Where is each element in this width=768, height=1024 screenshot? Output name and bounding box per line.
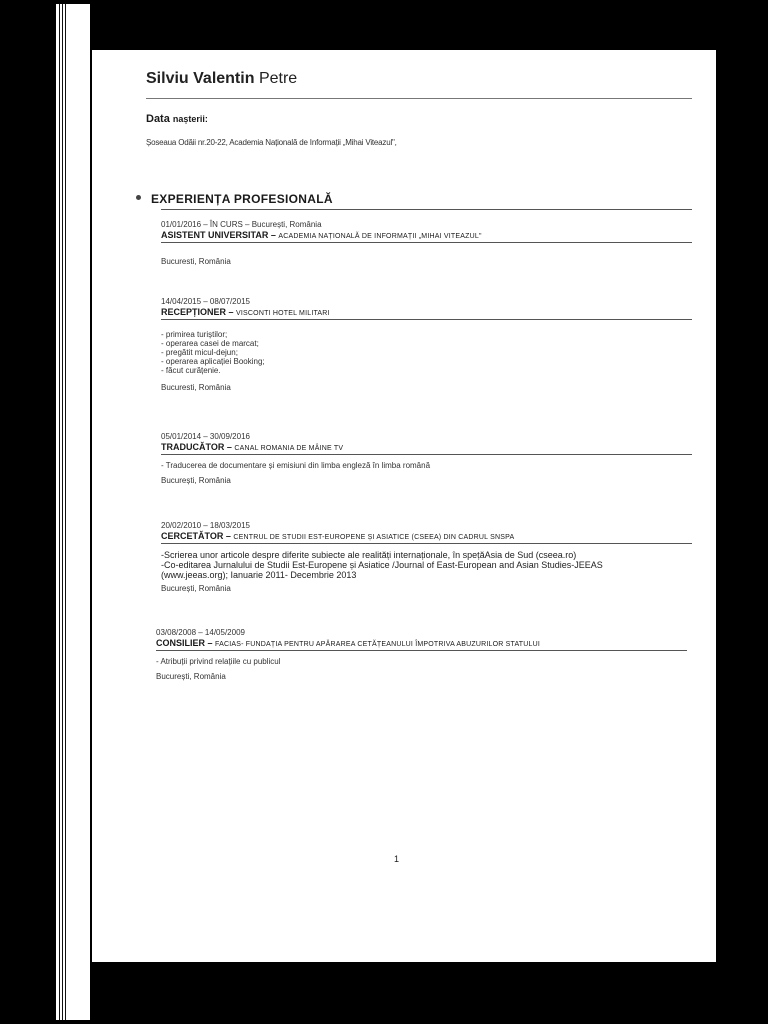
header-divider	[146, 98, 692, 99]
job-entry	[161, 297, 692, 392]
job-employer: FACIAS- FUNDAȚIA PENTRU APĂRAREA CETĂȚEANULUI ÎMPOTRIVA ABUZURILOR STATULUI	[215, 641, 541, 648]
job-title: RECEPȚIONER – VISCONTI HOTEL MILITARI	[161, 307, 330, 317]
job-entry	[161, 521, 692, 593]
section-heading-experience	[136, 190, 692, 208]
job-location: București, România	[156, 672, 226, 681]
job-dates: 03/08/2008 – 14/05/2009	[156, 628, 245, 637]
candidate-last-name: Petre	[258, 70, 298, 87]
job-location: Bucuresti, România	[161, 383, 231, 392]
birth-date-label: Data nașterii:	[146, 113, 208, 125]
job-divider	[161, 543, 692, 544]
job-employer: CANAL ROMANIA DE MÂINE TV	[234, 445, 344, 452]
address-line: Șoseaua Odăii nr.20-22, Academia Națională de Informații „Mihai Viteazul",	[146, 138, 397, 147]
job-divider	[161, 242, 692, 243]
section-divider	[161, 209, 692, 210]
candidate-name	[146, 70, 297, 88]
job-tasks: - Traducerea de documentare și emisiuni din limba engleză în limba română	[161, 461, 431, 470]
scan-artifact	[700, 890, 716, 942]
document-page	[92, 50, 716, 962]
job-title: CONSILIER – FACIAS- FUNDAȚIA PENTRU APĂRAREA CETĂȚEANULUI ÎMPOTRIVA ABUZURILOR STATULUI	[156, 638, 541, 648]
job-dates: 14/04/2015 – 08/07/2015	[161, 297, 250, 306]
job-tasks: - primirea turiștilor; - operarea casei de marcat; - pregătit micul-dejun; - operarea aplicației Booking; - făcut curățenie.	[161, 330, 265, 375]
job-title: ASISTENT UNIVERSITAR – ACADEMIA NAȚIONALĂ DE INFORMAȚII „MIHAI VITEAZUL"	[161, 230, 482, 240]
job-location: București, România	[161, 584, 231, 593]
job-divider	[156, 650, 687, 651]
job-employer: VISCONTI HOTEL MILITARI	[236, 310, 330, 317]
job-location: Bucuresti, România	[161, 257, 231, 266]
job-divider	[161, 454, 692, 455]
page-number: 1	[394, 854, 400, 864]
job-employer: ACADEMIA NAȚIONALĂ DE INFORMAȚII „MIHAI VITEAZUL"	[278, 233, 482, 240]
job-tasks: - Atribuții privind relațiile cu publicul	[156, 657, 281, 666]
job-divider	[161, 319, 692, 320]
job-entry	[161, 432, 692, 485]
job-employer: CENTRUL DE STUDII EST-EUROPENE ȘI ASIATICE (CSEEA) DIN CADRUL SNSPA	[233, 534, 515, 541]
candidate-first-names: Silviu Valentin	[146, 70, 255, 87]
job-dates: 20/02/2010 – 18/03/2015	[161, 521, 250, 530]
job-dates: 05/01/2014 – 30/09/2016	[161, 432, 250, 441]
scan-left-edge	[56, 4, 90, 1020]
job-entry	[161, 220, 692, 266]
scan-right-edge	[716, 0, 768, 1024]
job-tasks: -Scrierea unor articole despre diferite subiecte ale realități internaționale, în spețăAsia de Sud (cseea.ro) -Co-editarea Jurnalului de Studii Est-Europene și Asiatice /Journal of East-European and Asian Studies-JEEAS (www.jeeas.org); Ianuarie 2011- Decembrie 2013	[161, 550, 603, 580]
job-title: CERCETĂTOR – CENTRUL DE STUDII EST-EUROPENE ȘI ASIATICE (CSEEA) DIN CADRUL SNSPA	[161, 531, 515, 541]
job-entry	[156, 628, 687, 681]
section-title: EXPERIENȚA PROFESIONALĂ	[151, 192, 333, 206]
job-dates: 01/01/2016 – ÎN CURS – București, România	[161, 220, 322, 229]
job-title: TRADUCĂTOR – CANAL ROMANIA DE MÂINE TV	[161, 442, 344, 452]
job-location: București, România	[161, 476, 231, 485]
bullet-icon	[136, 195, 141, 200]
